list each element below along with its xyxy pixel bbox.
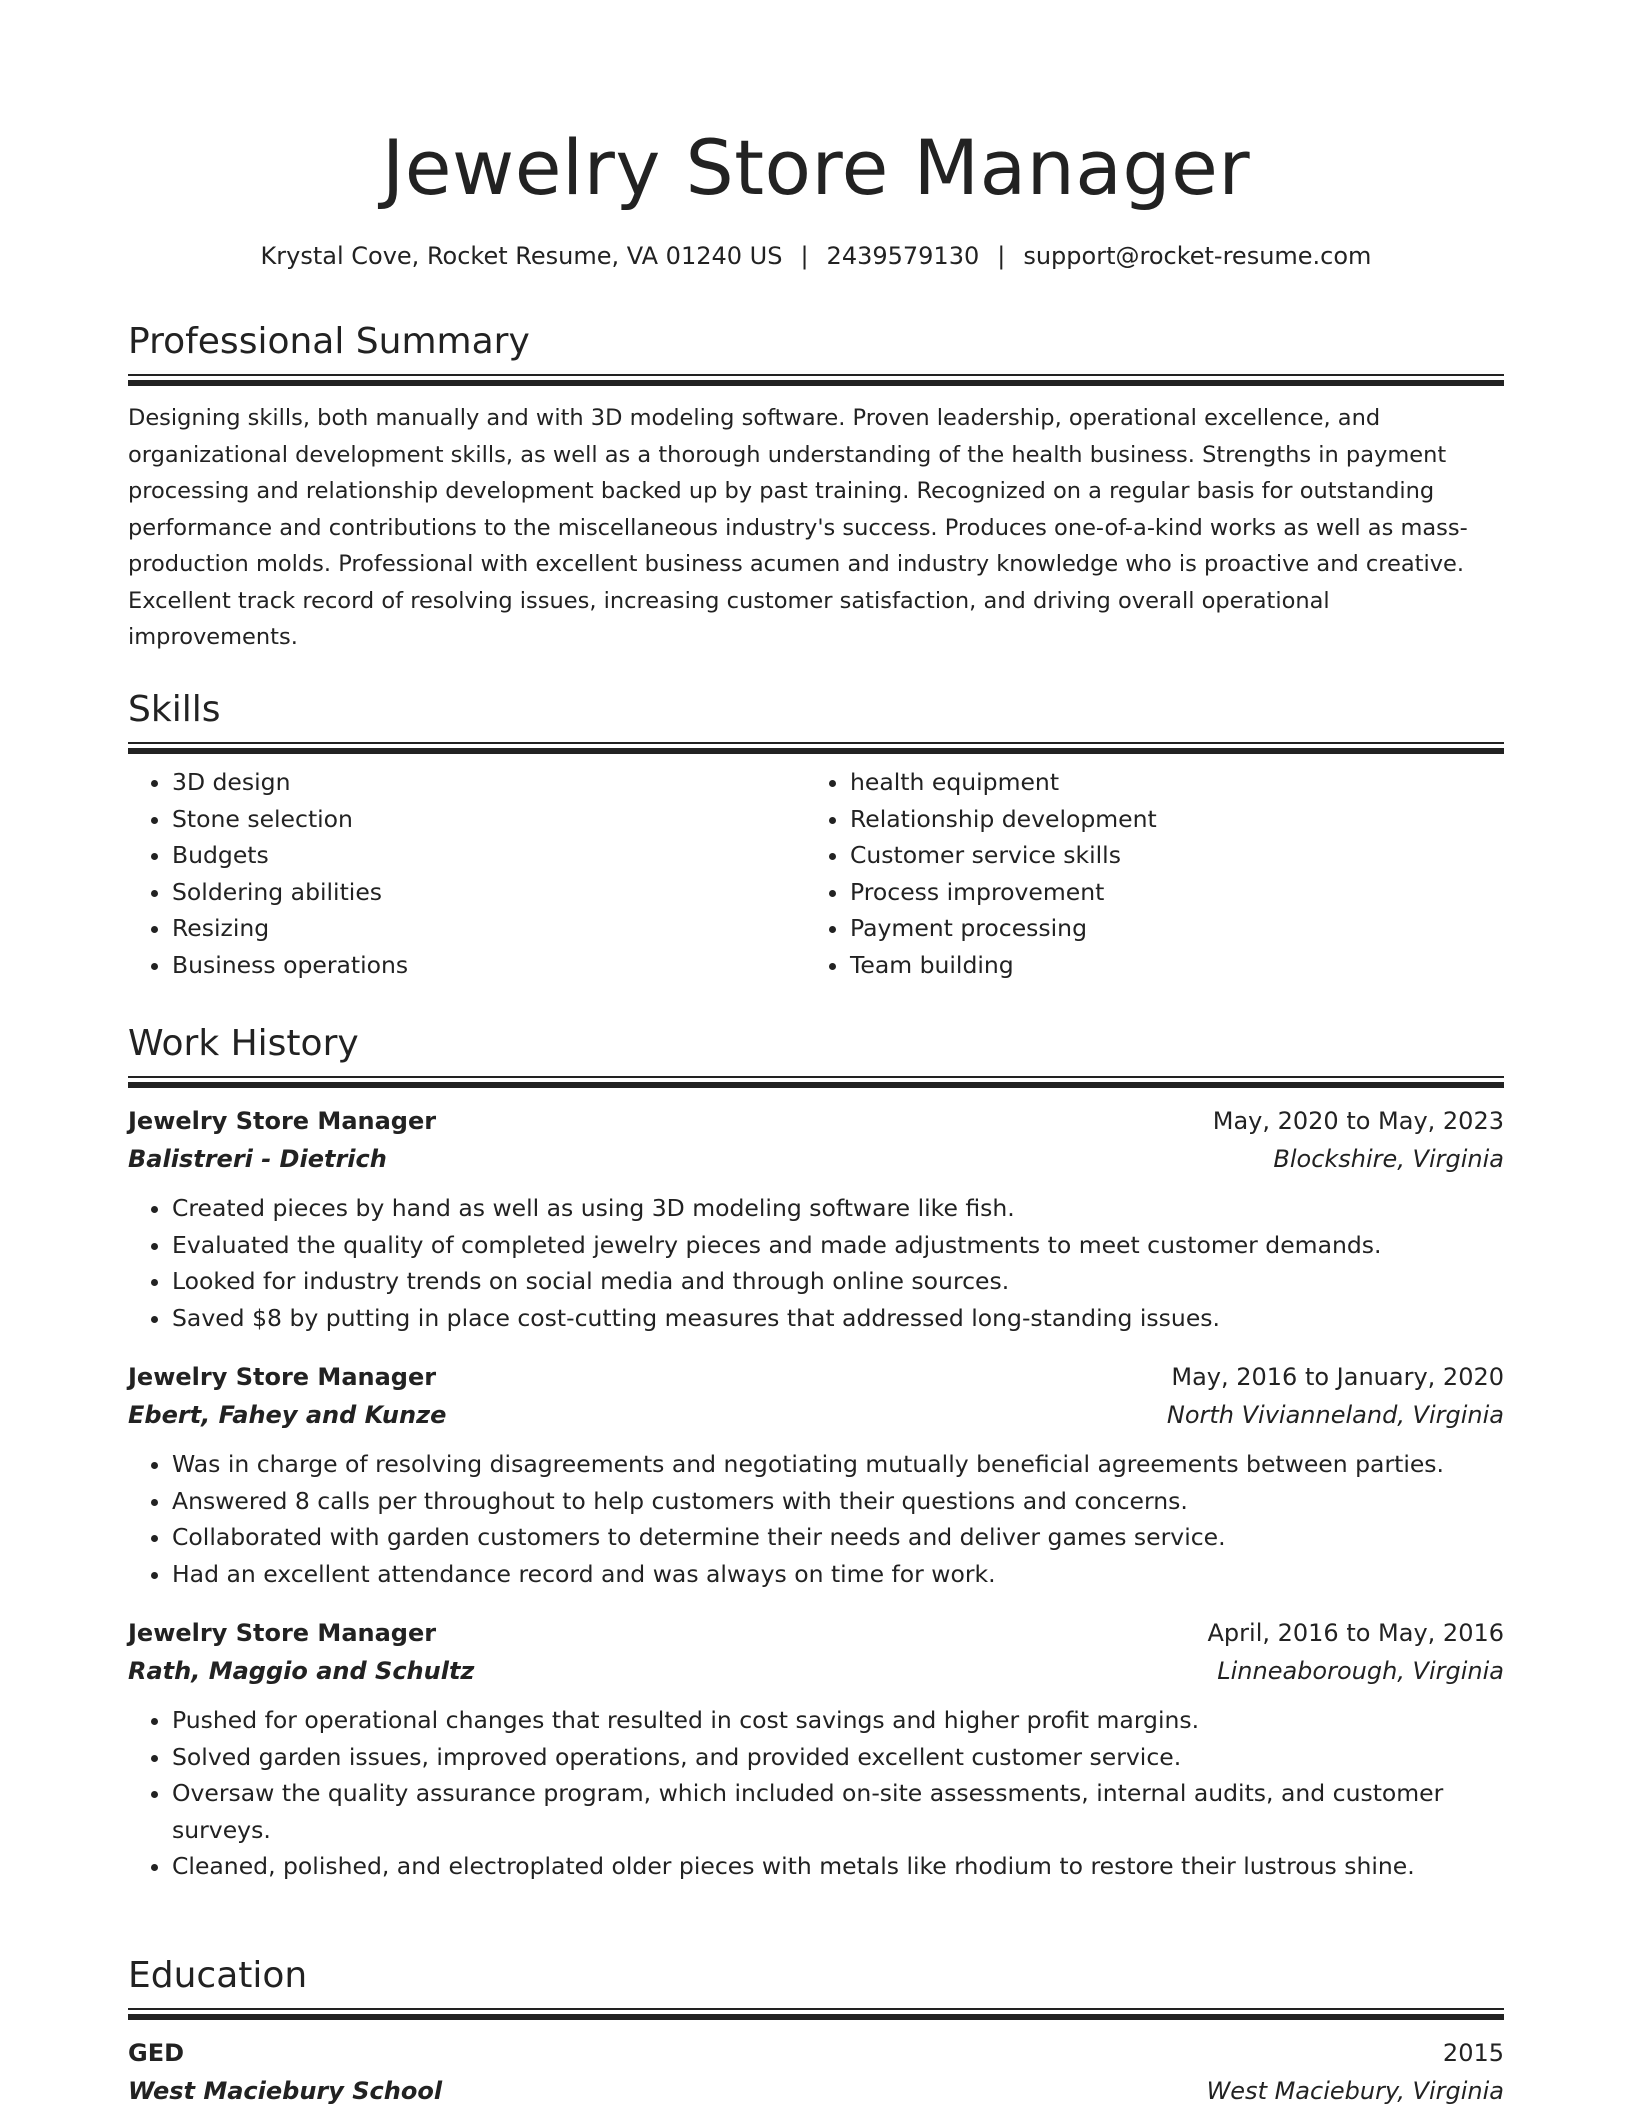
contact-phone: 2439579130 xyxy=(826,242,980,270)
section-rule-thick xyxy=(128,748,1504,754)
job-bullet: • Evaluated the quality of completed jewelry pieces and made adjustments to meet customer demands. xyxy=(172,1227,1504,1264)
job-bullet: • Cleaned, polished, and electroplated older pieces with metals like rhodium to restore their lustrous shine. xyxy=(172,1848,1504,1885)
job-bullet: • Collaborated with garden customers to determine their needs and deliver games service. xyxy=(172,1519,1504,1556)
job-bullets xyxy=(128,1702,1504,1885)
education-entry xyxy=(128,2034,1504,2110)
contact-separator: | xyxy=(997,242,1006,270)
section-rule-thick xyxy=(128,380,1504,386)
summary-text: Designing skills, both manually and with 3D modeling software. Proven leadership, operational excellence, and organizational development skills, as well as a thorough understanding of the health business. Strengths in payment processing and relationship development backed up by past training. Recognized on a regular basis for outstanding performance and contributions to the miscellaneous industry's success. Produces one-of-a-kind works as well as mass-production molds. Professional with excellent business acumen and industry knowledge who is proactive and creative. Excellent track record of resolving issues, increasing customer satisfaction, and driving overall operational improvements. xyxy=(128,405,1468,650)
skills-list xyxy=(128,764,1504,983)
skill-item: • Budgets xyxy=(172,837,806,874)
education-year: 2015 xyxy=(1442,2039,1504,2067)
skill-item: • Team building xyxy=(850,947,1484,984)
job-title: Jewelry Store Manager xyxy=(128,1363,437,1391)
skill-item: • Customer service skills xyxy=(850,837,1484,874)
resume-name: Jewelry Store Manager xyxy=(381,123,1251,212)
skill-item: • Soldering abilities xyxy=(172,874,806,911)
job-dates: May, 2016 to January, 2020 xyxy=(1171,1363,1504,1391)
section-rule-thick xyxy=(128,2014,1504,2020)
work-history-section xyxy=(128,1020,1504,1885)
education-school: West Maciebury School xyxy=(128,2077,443,2105)
section-rule xyxy=(128,374,1504,376)
job-title: Jewelry Store Manager xyxy=(128,1619,437,1647)
job-entry xyxy=(128,1102,1504,1336)
education-location: West Maciebury, Virginia xyxy=(1206,2077,1504,2105)
skill-item: • Relationship development xyxy=(850,801,1484,838)
job-company: Balistreri - Dietrich xyxy=(128,1145,387,1173)
job-bullet: • Solved garden issues, improved operations, and provided excellent customer service. xyxy=(172,1739,1504,1776)
job-bullet: • Created pieces by hand as well as using 3D modeling software like fish. xyxy=(172,1190,1504,1227)
skills-heading: Skills xyxy=(128,689,221,730)
education-header-row xyxy=(128,2034,1504,2072)
summary-heading: Professional Summary xyxy=(128,321,530,362)
education-subheader-row xyxy=(128,2072,1504,2110)
job-bullet: • Oversaw the quality assurance program, which included on-site assessments, internal audits, and customer surveys. xyxy=(172,1775,1504,1848)
contact-separator: | xyxy=(800,242,809,270)
summary-section xyxy=(128,318,1504,656)
skills-column-left xyxy=(128,764,806,983)
education-heading: Education xyxy=(128,1955,308,1996)
job-dates: May, 2020 to May, 2023 xyxy=(1212,1107,1504,1135)
job-location: Linneaborough, Virginia xyxy=(1217,1657,1504,1685)
section-rule xyxy=(128,742,1504,744)
job-bullet: • Was in charge of resolving disagreements and negotiating mutually beneficial agreements between parties. xyxy=(172,1446,1504,1483)
skill-item: • Process improvement xyxy=(850,874,1484,911)
skill-item: • health equipment xyxy=(850,764,1484,801)
contact-line xyxy=(128,238,1504,274)
section-rule xyxy=(128,2008,1504,2010)
job-entry xyxy=(128,1614,1504,1885)
work-history-heading: Work History xyxy=(128,1023,359,1064)
job-bullets xyxy=(128,1446,1504,1592)
job-header-row xyxy=(128,1102,1504,1140)
job-subheader-row xyxy=(128,1140,1504,1178)
skill-item: • Payment processing xyxy=(850,910,1484,947)
job-title: Jewelry Store Manager xyxy=(128,1107,437,1135)
contact-email[interactable]: support@rocket-resume.com xyxy=(1023,242,1372,270)
job-subheader-row xyxy=(128,1396,1504,1434)
skill-item: • Business operations xyxy=(172,947,806,984)
job-location: North Vivianneland, Virginia xyxy=(1166,1401,1504,1429)
job-dates: April, 2016 to May, 2016 xyxy=(1207,1619,1504,1647)
education-section xyxy=(128,1952,1504,2110)
job-subheader-row xyxy=(128,1652,1504,1690)
job-bullet: • Saved $8 by putting in place cost-cutting measures that addressed long-standing issues. xyxy=(172,1300,1504,1337)
job-header-row xyxy=(128,1358,1504,1396)
skills-section xyxy=(128,686,1504,983)
job-header-row xyxy=(128,1614,1504,1652)
job-bullet: • Answered 8 calls per throughout to help customers with their questions and concerns. xyxy=(172,1483,1504,1520)
skill-item: • Resizing xyxy=(172,910,806,947)
skill-item: • Stone selection xyxy=(172,801,806,838)
job-company: Rath, Maggio and Schultz xyxy=(128,1657,475,1685)
job-bullets xyxy=(128,1190,1504,1336)
job-bullet: • Looked for industry trends on social media and through online sources. xyxy=(172,1263,1504,1300)
job-location: Blockshire, Virginia xyxy=(1273,1145,1504,1173)
job-bullet: • Had an excellent attendance record and was always on time for work. xyxy=(172,1556,1504,1593)
job-entry xyxy=(128,1358,1504,1592)
skill-item: • 3D design xyxy=(172,764,806,801)
section-rule xyxy=(128,1076,1504,1078)
contact-address: Krystal Cove, Rocket Resume, VA 01240 US xyxy=(260,242,783,270)
education-degree: GED xyxy=(128,2039,185,2067)
skills-column-right xyxy=(806,764,1484,983)
section-rule-thick xyxy=(128,1082,1504,1088)
job-company: Ebert, Fahey and Kunze xyxy=(128,1401,447,1429)
job-bullet: • Pushed for operational changes that resulted in cost savings and higher profit margins. xyxy=(172,1702,1504,1739)
